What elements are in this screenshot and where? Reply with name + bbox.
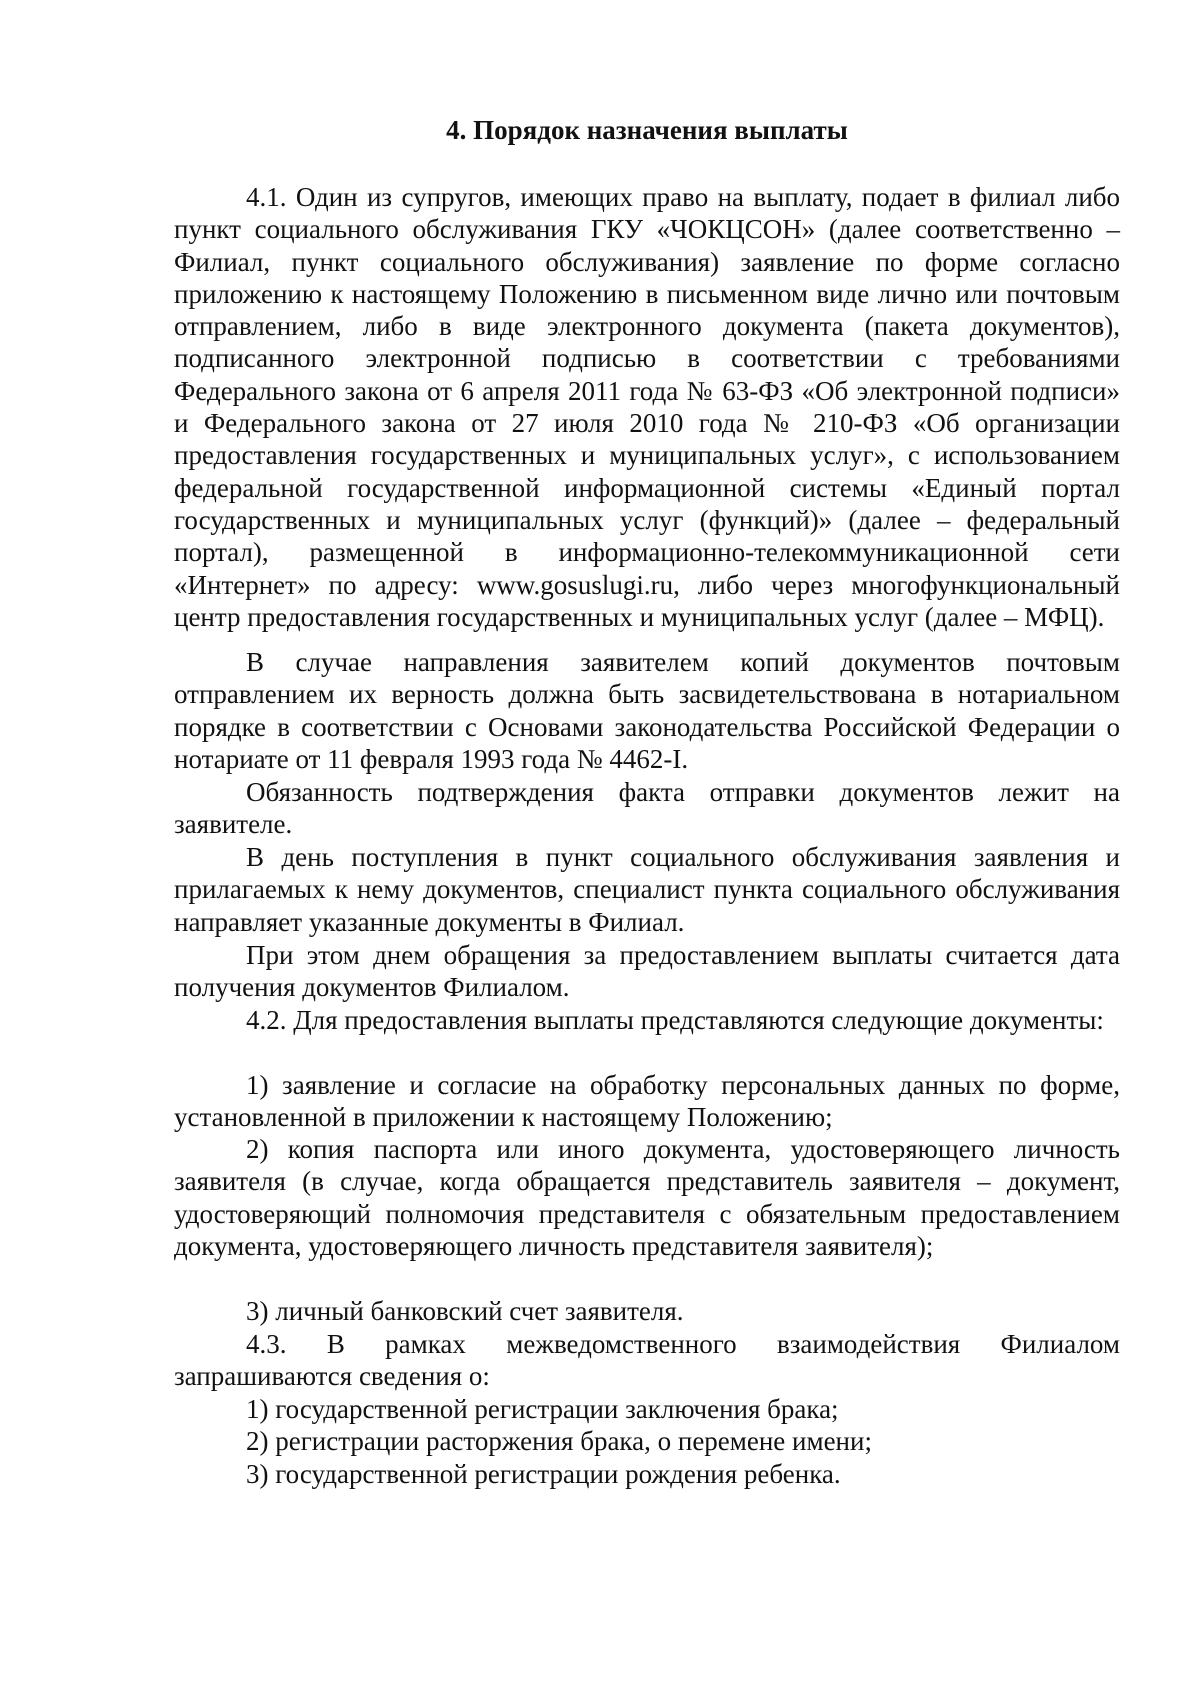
paragraph-sending-duty: Обязанность подтверждения факта отправки документов лежит на заявителе.	[174, 777, 1120, 840]
list-item-4-3-1: 1) государственной регистрации заключения брака;	[246, 1394, 839, 1424]
paragraph-4-3: 4.3. В рамках межведомственного взаимодействия Филиалом запрашиваются сведения о:	[174, 1329, 1120, 1392]
list-item-4-3-3: 3) государственной регистрации рождения ребенка.	[246, 1459, 841, 1489]
paragraph-4-1: 4.1. Один из супругов, имеющих право на выплату, подает в филиал либо пункт социального обслуживания ГКУ «ЧОКЦСОН» (далее соответственно – Филиал, пункт социального обслуживания) заявление по форме согласно приложению к настоящему Положению в письменном виде лично или почтовым отправлением, либо в виде электронного документа (пакета документов), подписанного электронной подписью в соответствии с требованиями Федерального закона от 6 апреля 2011 года № 63-ФЗ «Об электронной подписи» и Федерального закона от 27 июля 2010 года № 210-ФЗ «Об организации предоставления государственных и муниципальных услуг», с использованием федеральной государственной информационной системы «Единый портал государственных и муниципальных услуг (функций)» (далее – федеральный портал), размещенной в информационно-телекоммуникационной сети «Интернет» по адресу: www.gosuslugi.ru, либо через многофункциональный центр предоставления государственных и муниципальных услуг (далее – МФЦ).	[174, 182, 1120, 632]
section-title: 4. Порядок назначения выплаты	[446, 115, 848, 145]
list-item-4-2-3: 3) личный банковский счет заявителя.	[246, 1296, 684, 1326]
list-item-4-2-2: 2) копия паспорта или иного документа, удостоверяющего личность заявителя (в случае, когда обращается представитель заявителя – документ, удостоверяющий полномочия представителя с обязательным предоставлением документа, удостоверяющего личность представителя заявителя);	[174, 1134, 1120, 1261]
paragraph-receipt-day: В день поступления в пункт социального обслуживания заявления и прилагаемых к нему документов, специалист пункта социального обслуживания направляет указанные документы в Филиал.	[174, 842, 1120, 937]
list-item-4-3-2: 2) регистрации расторжения брака, о перемене имени;	[246, 1426, 872, 1456]
paragraph-4-2: 4.2. Для предоставления выплаты представляются следующие документы:	[246, 1005, 1104, 1035]
list-item-4-2-1: 1) заявление и согласие на обработку персональных данных по форме, установленной в приложении к настоящему Положению;	[174, 1070, 1120, 1133]
paragraph-application-date: При этом днем обращения за предоставлением выплаты считается дата получения документов Филиалом.	[174, 940, 1120, 1003]
paragraph-postal-copies: В случае направления заявителем копий документов почтовым отправлением их верность должна быть засвидетельствована в нотариальном порядке в соответствии с Основами законодательства Российской Федерации о нотариате от 11 февраля 1993 года № 4462-I.	[174, 647, 1120, 774]
